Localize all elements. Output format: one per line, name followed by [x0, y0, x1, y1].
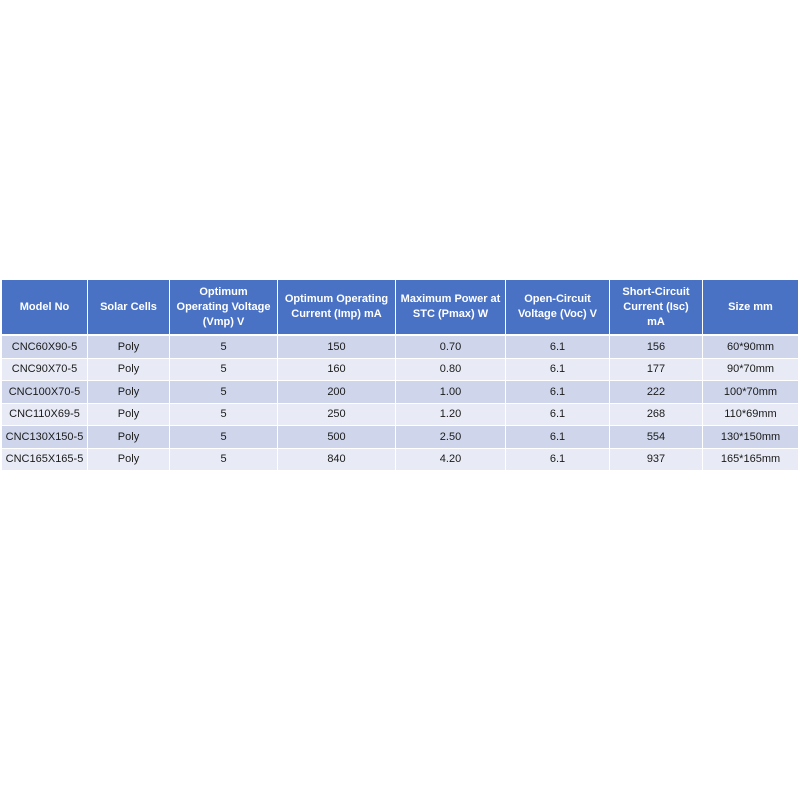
cell-model-no: CNC130X150-5 — [2, 426, 88, 449]
cell-model-no: CNC90X70-5 — [2, 359, 88, 382]
cell-vmp: 5 — [170, 449, 278, 472]
cell-pmax: 0.70 — [396, 336, 506, 359]
cell-imp: 250 — [278, 404, 396, 427]
cell-voc: 6.1 — [506, 381, 610, 404]
cell-isc: 156 — [610, 336, 703, 359]
cell-imp: 160 — [278, 359, 396, 382]
cell-pmax: 2.50 — [396, 426, 506, 449]
column-header-size: Size mm — [703, 280, 798, 336]
cell-solar-cells: Poly — [88, 336, 170, 359]
table-row — [2, 359, 798, 382]
cell-voc: 6.1 — [506, 426, 610, 449]
cell-pmax: 0.80 — [396, 359, 506, 382]
cell-vmp: 5 — [170, 426, 278, 449]
cell-isc: 177 — [610, 359, 703, 382]
table-row — [2, 381, 798, 404]
cell-model-no: CNC100X70-5 — [2, 381, 88, 404]
cell-pmax: 1.00 — [396, 381, 506, 404]
column-header-voc: Open-Circuit Voltage (Voc) V — [506, 280, 610, 336]
cell-imp: 840 — [278, 449, 396, 472]
cell-vmp: 5 — [170, 359, 278, 382]
column-header-solar-cells: Solar Cells — [88, 280, 170, 336]
cell-size: 110*69mm — [703, 404, 798, 427]
table-body — [2, 336, 798, 471]
cell-isc: 222 — [610, 381, 703, 404]
cell-model-no: CNC165X165-5 — [2, 449, 88, 472]
cell-voc: 6.1 — [506, 404, 610, 427]
column-header-model-no: Model No — [2, 280, 88, 336]
cell-size: 165*165mm — [703, 449, 798, 472]
cell-solar-cells: Poly — [88, 426, 170, 449]
cell-isc: 554 — [610, 426, 703, 449]
cell-voc: 6.1 — [506, 449, 610, 472]
cell-model-no: CNC60X90-5 — [2, 336, 88, 359]
cell-isc: 268 — [610, 404, 703, 427]
table-header — [2, 280, 798, 336]
cell-pmax: 4.20 — [396, 449, 506, 472]
cell-vmp: 5 — [170, 336, 278, 359]
cell-size: 130*150mm — [703, 426, 798, 449]
cell-solar-cells: Poly — [88, 404, 170, 427]
cell-size: 100*70mm — [703, 381, 798, 404]
column-header-isc: Short-Circuit Current (Isc) mA — [610, 280, 703, 336]
cell-voc: 6.1 — [506, 359, 610, 382]
cell-solar-cells: Poly — [88, 381, 170, 404]
table-row — [2, 404, 798, 427]
cell-model-no: CNC110X69-5 — [2, 404, 88, 427]
table-row — [2, 336, 798, 359]
cell-solar-cells: Poly — [88, 449, 170, 472]
table-row — [2, 449, 798, 472]
cell-imp: 500 — [278, 426, 396, 449]
cell-vmp: 5 — [170, 404, 278, 427]
column-header-imp: Optimum Operating Current (Imp) mA — [278, 280, 396, 336]
header-row — [2, 280, 798, 336]
cell-isc: 937 — [610, 449, 703, 472]
cell-size: 90*70mm — [703, 359, 798, 382]
cell-imp: 200 — [278, 381, 396, 404]
column-header-vmp: Optimum Operating Voltage (Vmp) V — [170, 280, 278, 336]
column-header-pmax: Maximum Power at STC (Pmax) W — [396, 280, 506, 336]
cell-vmp: 5 — [170, 381, 278, 404]
solar-panel-spec-table — [2, 280, 798, 471]
cell-imp: 150 — [278, 336, 396, 359]
cell-voc: 6.1 — [506, 336, 610, 359]
table-row — [2, 426, 798, 449]
cell-pmax: 1.20 — [396, 404, 506, 427]
cell-solar-cells: Poly — [88, 359, 170, 382]
cell-size: 60*90mm — [703, 336, 798, 359]
